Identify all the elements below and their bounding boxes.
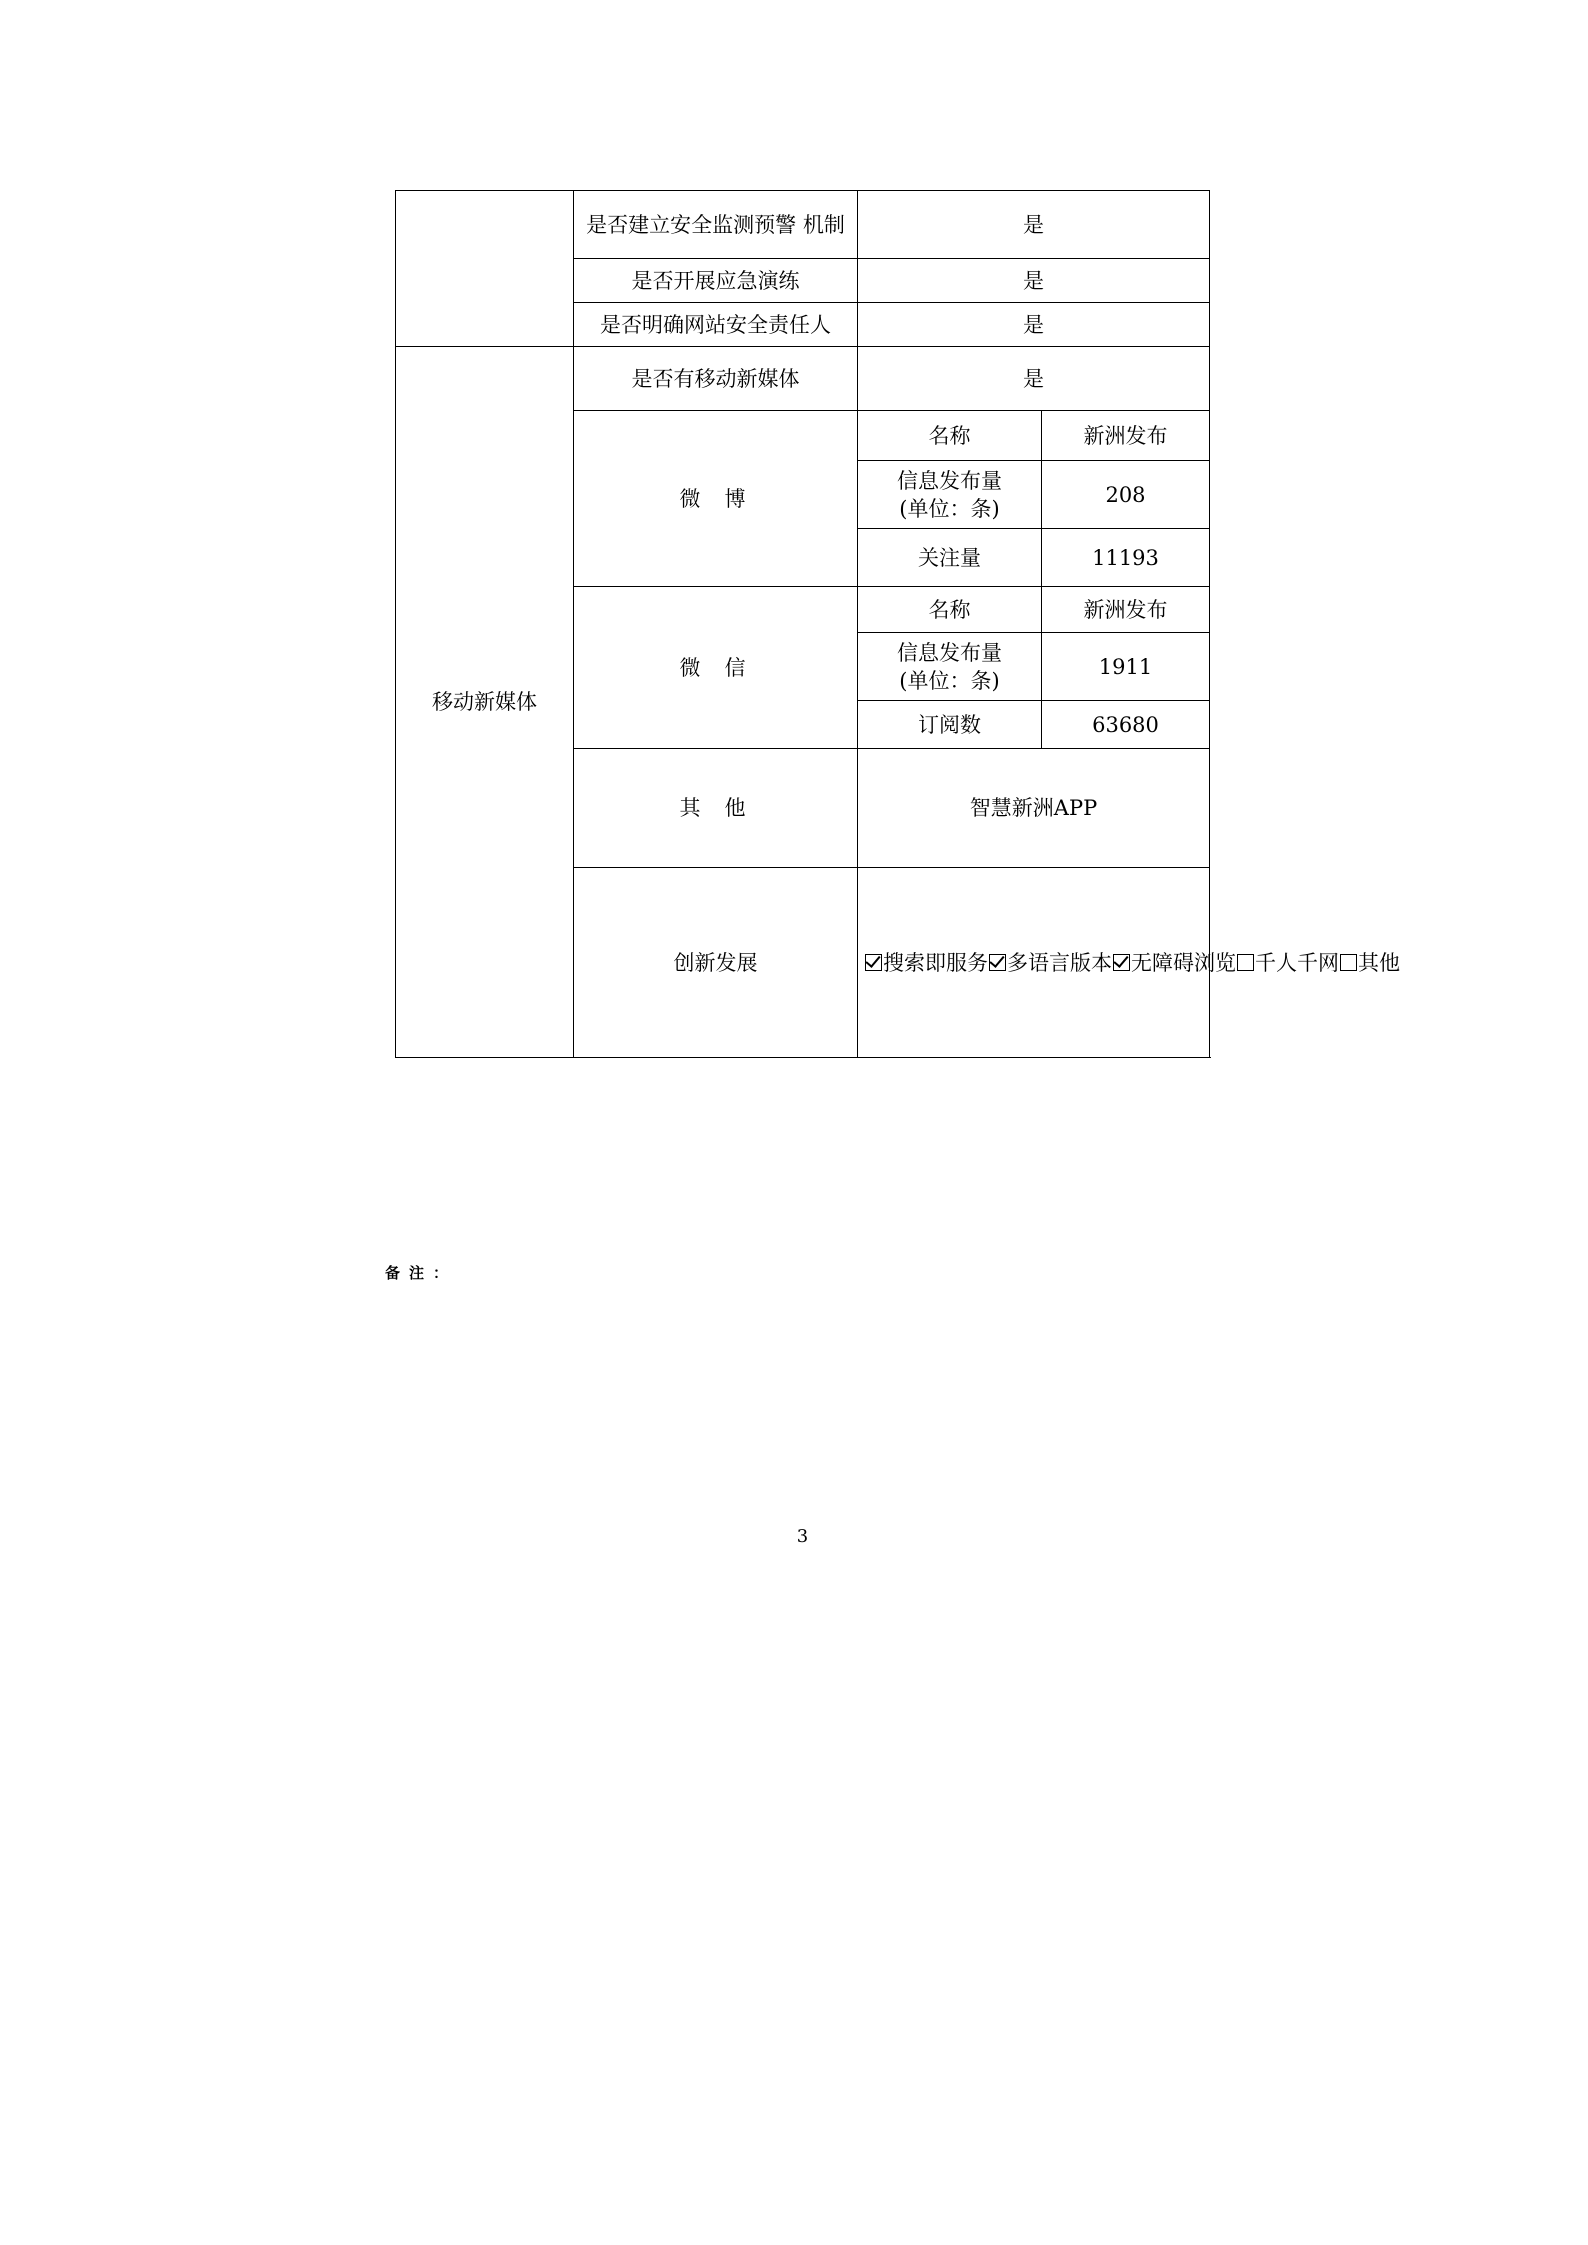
empty-section-cell [396, 191, 574, 347]
report-table [395, 190, 1400, 1058]
innovation-label: 创新发展 [574, 868, 858, 1058]
weibo-posts-label-line1: 信息发布量 [897, 468, 1002, 493]
wechat-name-value: 新洲发布 [1042, 587, 1210, 633]
wechat-posts-label-line2: (单位：条) [899, 668, 1000, 693]
weibo-name-value: 新洲发布 [1042, 411, 1210, 461]
emergency-drill-value: 是 [858, 259, 1210, 303]
security-monitoring-value: 是 [858, 191, 1210, 259]
page-number: 3 [796, 1526, 809, 1547]
weibo-followers-value: 11193 [1042, 529, 1210, 587]
option-checkbox-accessibility[interactable] [1113, 954, 1130, 971]
wechat-posts-value: 1911 [1042, 633, 1210, 701]
option-checkbox-personalized[interactable] [1237, 954, 1254, 971]
innovation-options [858, 868, 1400, 1058]
option-label-accessibility: 无障碍浏览 [1131, 950, 1236, 975]
wechat-label: 微信 [574, 587, 858, 749]
emergency-drill-label: 是否开展应急演练 [574, 259, 858, 303]
remark-label: 备注： [385, 1264, 458, 1282]
wechat-posts-label [858, 633, 1042, 701]
weibo-followers-label: 关注量 [858, 529, 1042, 587]
option-label-personalized: 千人千网 [1255, 950, 1339, 975]
has-mobile-media-value: 是 [858, 347, 1210, 411]
security-officer-value: 是 [858, 303, 1210, 347]
mobile-media-section-label: 移动新媒体 [396, 347, 574, 1058]
option-label-multilang: 多语言版本 [1007, 950, 1112, 975]
other-value: 智慧新洲APP [858, 749, 1210, 868]
has-mobile-media-label: 是否有移动新媒体 [574, 347, 858, 411]
option-checkbox-multilang[interactable] [989, 954, 1006, 971]
weibo-posts-label [858, 461, 1042, 529]
weibo-label: 微博 [574, 411, 858, 587]
weibo-name-label: 名称 [858, 411, 1042, 461]
security-officer-label: 是否明确网站安全责任人 [574, 303, 858, 347]
wechat-name-label: 名称 [858, 587, 1042, 633]
option-checkbox-other[interactable] [1340, 954, 1357, 971]
option-label-other: 其他 [1358, 950, 1400, 975]
option-label-search: 搜索即服务 [883, 950, 988, 975]
option-checkbox-search[interactable] [865, 954, 882, 971]
wechat-subscribers-value: 63680 [1042, 701, 1210, 749]
other-label: 其他 [574, 749, 858, 868]
wechat-posts-label-line1: 信息发布量 [897, 640, 1002, 665]
wechat-subscribers-label: 订阅数 [858, 701, 1042, 749]
weibo-posts-value: 208 [1042, 461, 1210, 529]
weibo-posts-label-line2: (单位：条) [899, 496, 1000, 521]
security-monitoring-label: 是否建立安全监测预警 机制 [574, 191, 858, 259]
